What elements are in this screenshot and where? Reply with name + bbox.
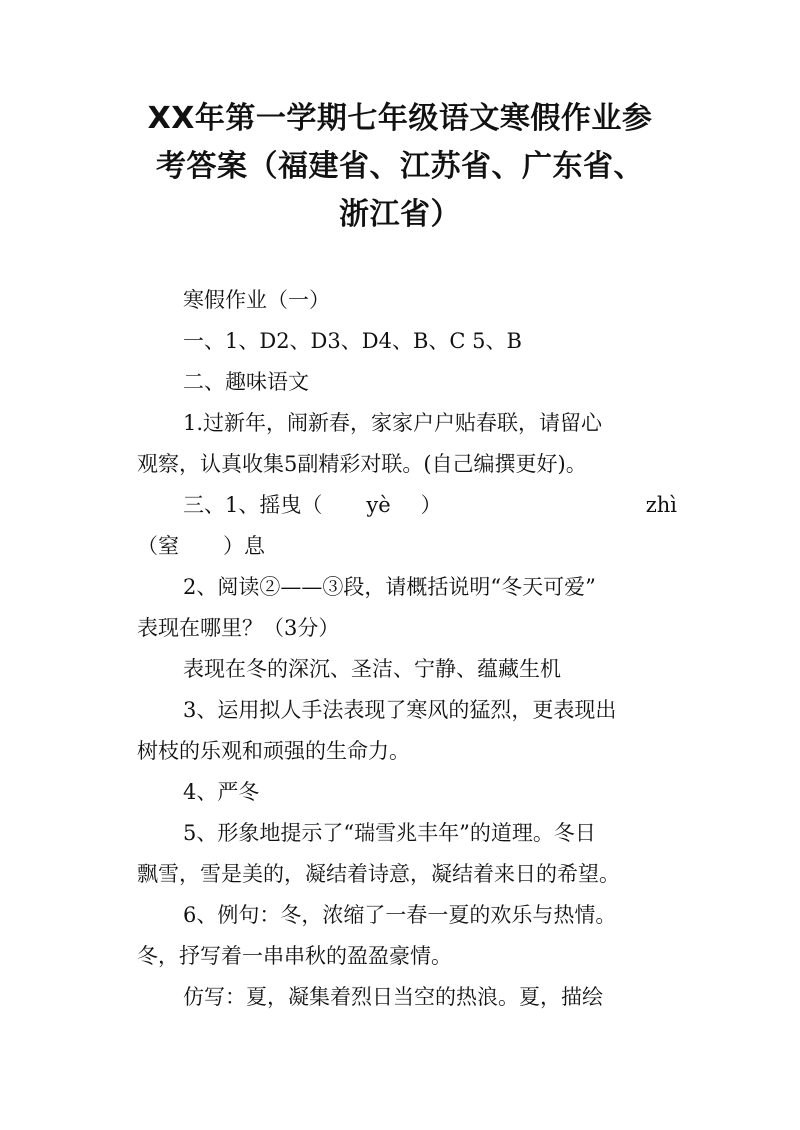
title-line-3: 浙江省）: [339, 197, 461, 232]
answer-line: 4、严冬: [183, 780, 260, 804]
document-body: [137, 280, 677, 1018]
answer-line: 一、1、D2、D3、D4、B、C 5、B: [183, 329, 522, 353]
section-heading: 二、趣味语文: [183, 370, 309, 394]
answer-text: 三、1、摇曳（: [183, 493, 323, 517]
answer-line: 树枝的乐观和顽强的生命力。: [137, 739, 410, 763]
pinyin-group: [183, 485, 442, 526]
answer-text: ）: [420, 493, 442, 517]
answer-line: 3、运用拟人手法表现了寒风的猛烈，更表现出: [183, 698, 617, 722]
answer-line: 仿写：夏，凝集着烈日当空的热浪。夏，描绘: [183, 985, 603, 1009]
answer-line: 表现在哪里？（3分）: [137, 616, 340, 640]
answer-line: 2、阅读②——③段，请概括说明“冬天可爱”: [183, 575, 596, 599]
title-line-2: 考答案（福建省、江苏省、广东省、: [156, 149, 644, 184]
answer-line: 1.过新年，闹新春，家家户户贴春联，请留心: [183, 411, 603, 435]
pinyin-text: zhì: [645, 493, 677, 517]
document-title: [120, 95, 680, 239]
pinyin-text: yè: [366, 493, 391, 517]
answer-line: 冬，抒写着一串串秋的盈盈豪情。: [137, 944, 452, 968]
answer-line: 6、例句：冬，浓缩了一春一夏的欢乐与热情。: [183, 903, 617, 927]
answer-line: 观察，认真收集5副精彩对联。(自己编撰更好)。: [137, 452, 587, 476]
answer-text: （窒: [137, 534, 179, 558]
title-line-1: XX年第一学期七年级语文寒假作业参: [147, 101, 653, 136]
section-heading: 寒假作业（一）: [183, 288, 330, 312]
answer-line: 5、形象地提示了“瑞雪兆丰年”的道理。冬日: [183, 821, 596, 845]
answer-line: 飘雪，雪是美的，凝结着诗意，凝结着来日的希望。: [137, 862, 620, 886]
answer-line: [137, 526, 677, 567]
answer-text: ）息: [223, 534, 265, 558]
answer-line: 表现在冬的深沉、圣洁、宁静、蕴藏生机: [183, 657, 561, 681]
pinyin-answer-line: [137, 485, 677, 526]
